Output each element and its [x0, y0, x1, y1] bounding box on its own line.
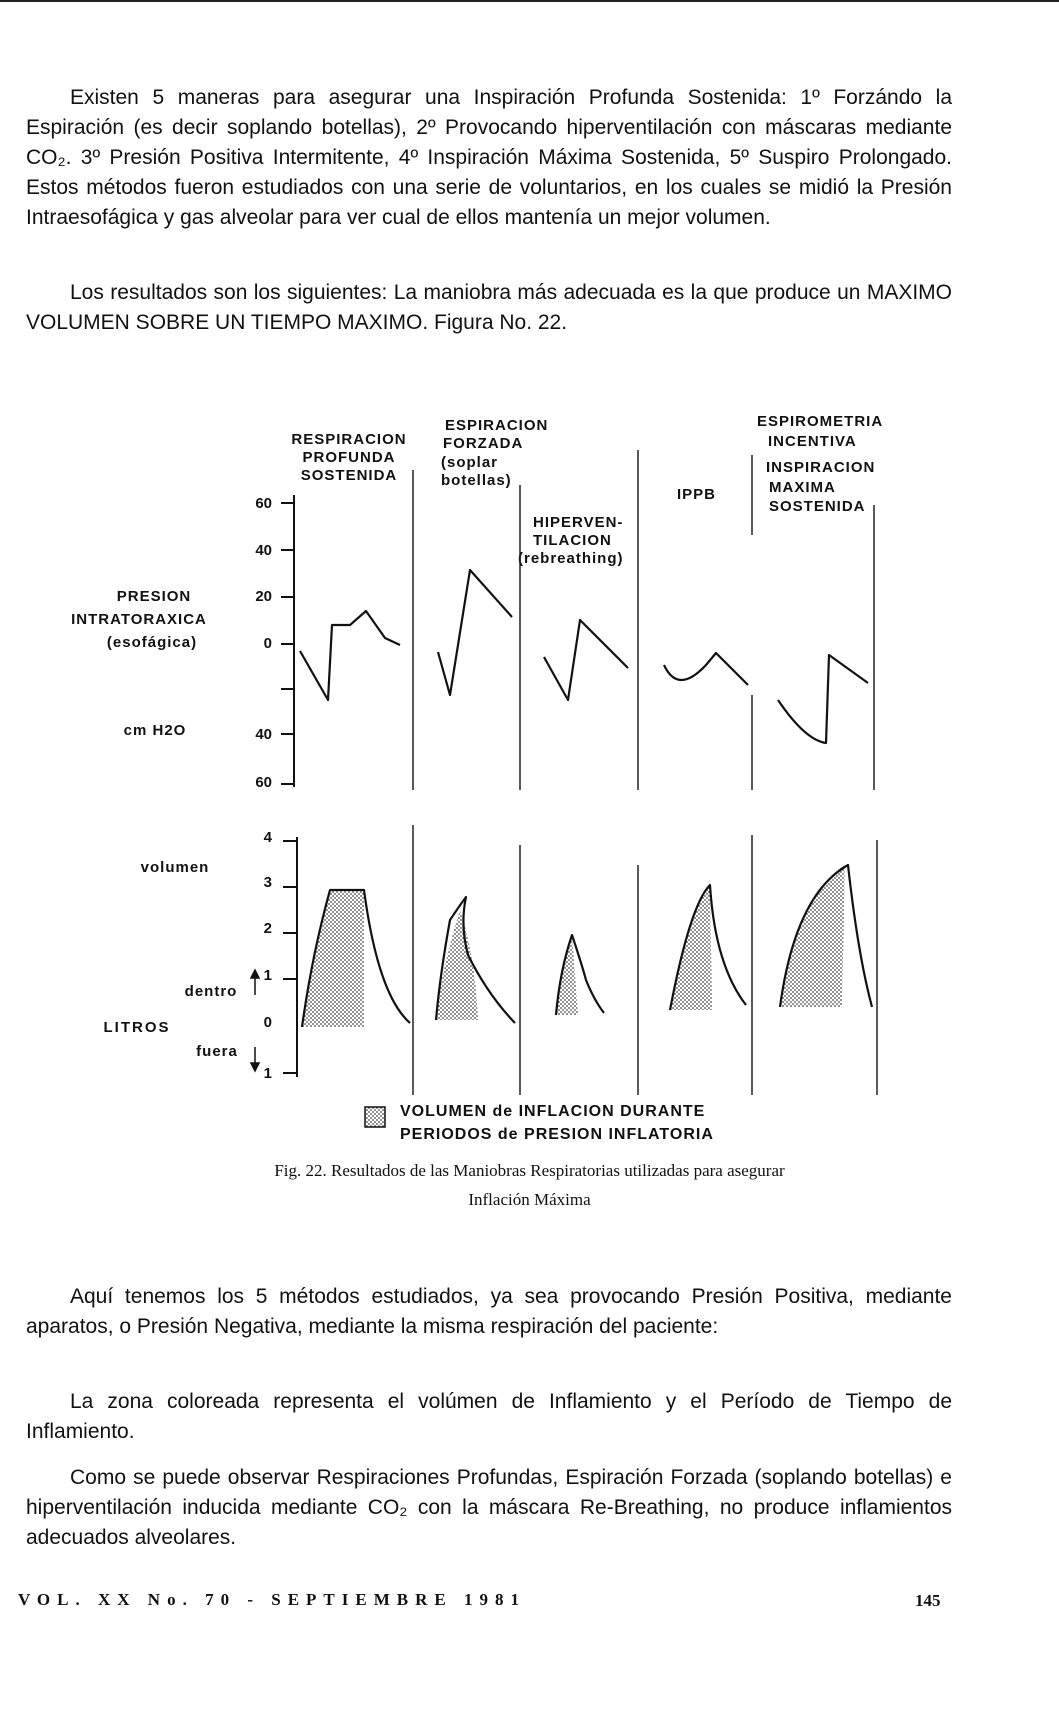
volume-fill-ippb	[670, 885, 712, 1010]
pressure-curve-espiracion	[438, 570, 512, 695]
pressure-curves	[300, 570, 868, 743]
svg-text:SOSTENIDA: SOSTENIDA	[300, 467, 398, 484]
pressure-curve-respiracion	[300, 611, 400, 700]
page-number: 145	[915, 1591, 941, 1610]
volume-curves	[302, 865, 872, 1027]
svg-text:40: 40	[255, 542, 272, 559]
outside-label: fuera	[196, 1043, 238, 1060]
svg-text:ESPIRACION: ESPIRACION	[445, 417, 549, 434]
pressure-axis-ticks	[255, 495, 272, 791]
svg-text:MAXIMA: MAXIMA	[769, 479, 836, 496]
svg-text:4: 4	[263, 829, 272, 846]
svg-text:HIPERVEN-: HIPERVEN-	[533, 514, 624, 531]
svg-text:TILACION: TILACION	[533, 532, 612, 549]
inside-label: dentro	[184, 983, 238, 1000]
method-label-espiracion-forzada	[441, 417, 548, 489]
pressure-axis-line	[281, 495, 294, 787]
svg-text:PROFUNDA: PROFUNDA	[302, 449, 396, 466]
volume-fill-inspiracion-maxima	[780, 865, 845, 1007]
pressure-axis-label	[71, 588, 207, 651]
svg-text:INCENTIVA: INCENTIVA	[768, 433, 857, 450]
paragraph-3: Aquí tenemos los 5 métodos estudiados, ya sea provocando Presión Positiva, mediante aparatos, o Presión Negativa, mediante la misma respiración del paciente:	[26, 1285, 952, 1338]
direction-arrows	[251, 970, 259, 1071]
method-label-espirometria-incentiva	[757, 413, 883, 450]
method-label-inspiracion-maxima	[766, 459, 875, 515]
svg-text:botellas): botellas)	[441, 472, 512, 489]
method-label-hiperventilacion	[518, 514, 624, 567]
volume-axis-unit: LITROS	[103, 1019, 171, 1036]
volume-axis-line	[283, 837, 297, 1077]
volume-axis-ticks	[264, 829, 273, 1082]
pressure-curve-ippb	[664, 653, 748, 685]
journal-footer: VOL. XX No. 70 - SEPTIEMBRE 1981	[18, 1590, 526, 1609]
svg-text:FORZADA: FORZADA	[443, 435, 524, 452]
svg-text:3: 3	[263, 874, 272, 891]
svg-text:2: 2	[263, 920, 272, 937]
paragraph-5: Como se puede observar Respiraciones Profundas, Espiración Forzada (soplando botellas) e hiperventilación inducida mediante CO₂ con la máscara Re-Breathing, no produce inflamientos adecuados alveolares.	[26, 1466, 952, 1549]
svg-text:INTRATORAXICA: INTRATORAXICA	[71, 611, 207, 628]
svg-text:(rebreathing): (rebreathing)	[518, 550, 624, 567]
svg-text:1: 1	[263, 967, 272, 984]
method-label-ippb	[677, 486, 716, 503]
legend-swatch	[365, 1107, 385, 1127]
svg-text:60: 60	[255, 495, 272, 512]
figure-22	[0, 395, 1059, 1155]
volume-fill-respiracion	[302, 890, 364, 1027]
top-rule	[0, 0, 1059, 2]
paragraph-2: Los resultados son los siguientes: La maniobra más adecuada es la que produce un MAXIMO VOLUMEN SOBRE UN TIEMPO MAXIMO. Figura No. 22.	[26, 281, 952, 334]
volume-fill-hiperventilacion	[556, 935, 578, 1015]
volume-axis-label: volumen	[140, 859, 210, 876]
svg-text:0: 0	[263, 1014, 272, 1031]
legend-line-1: VOLUMEN de INFLACION DURANTE	[400, 1103, 706, 1120]
svg-text:(esofágica): (esofágica)	[106, 634, 198, 651]
svg-text:RESPIRACION: RESPIRACION	[291, 431, 407, 448]
svg-text:20: 20	[255, 588, 272, 605]
svg-text:0: 0	[263, 635, 272, 652]
svg-text:PRESION: PRESION	[116, 588, 192, 605]
figure-caption: Fig. 22. Resultados de las Maniobras Respiratorias utilizadas para asegurar Inflación Máxima	[274, 1161, 785, 1209]
svg-text:40: 40	[255, 726, 272, 743]
svg-text:60: 60	[255, 774, 272, 791]
pressure-curve-inspiracion-maxima	[778, 655, 868, 743]
paragraph-4: La zona coloreada representa el volúmen de Inflamiento y el Período de Tiempo de Inflamiento.	[26, 1390, 952, 1443]
svg-text:(soplar: (soplar	[441, 454, 499, 471]
svg-text:ESPIROMETRIA: ESPIROMETRIA	[757, 413, 884, 430]
svg-text:SOSTENIDA: SOSTENIDA	[769, 498, 866, 515]
legend-line-2: PERIODOS de PRESION INFLATORIA	[400, 1126, 714, 1143]
paragraph-1: Existen 5 maneras para asegurar una Inspiración Profunda Sostenida: 1º Forzándo la Espiración (es decir soplando botellas), 2º Provocando hiperventilación con máscaras mediante CO₂. 3º Presión Positiva Intermitente, 4º Inspiración Máxima Sostenida, 5º Suspiro Prolongado. Estos métodos fueron estudiados con una serie de voluntarios, en los cuales se midió la Presión Intraesofágica y gas alveolar para ver cual de ellos mantenía un mejor volumen.	[26, 86, 952, 229]
svg-text:1: 1	[263, 1065, 272, 1082]
svg-text:IPPB: IPPB	[677, 486, 717, 503]
method-label-respiracion-profunda	[291, 431, 406, 484]
legend	[365, 1103, 714, 1143]
svg-text:INSPIRACION: INSPIRACION	[766, 459, 876, 476]
pressure-axis-unit: cm H2O	[123, 722, 187, 739]
pressure-curve-hiperventilacion	[544, 620, 628, 700]
